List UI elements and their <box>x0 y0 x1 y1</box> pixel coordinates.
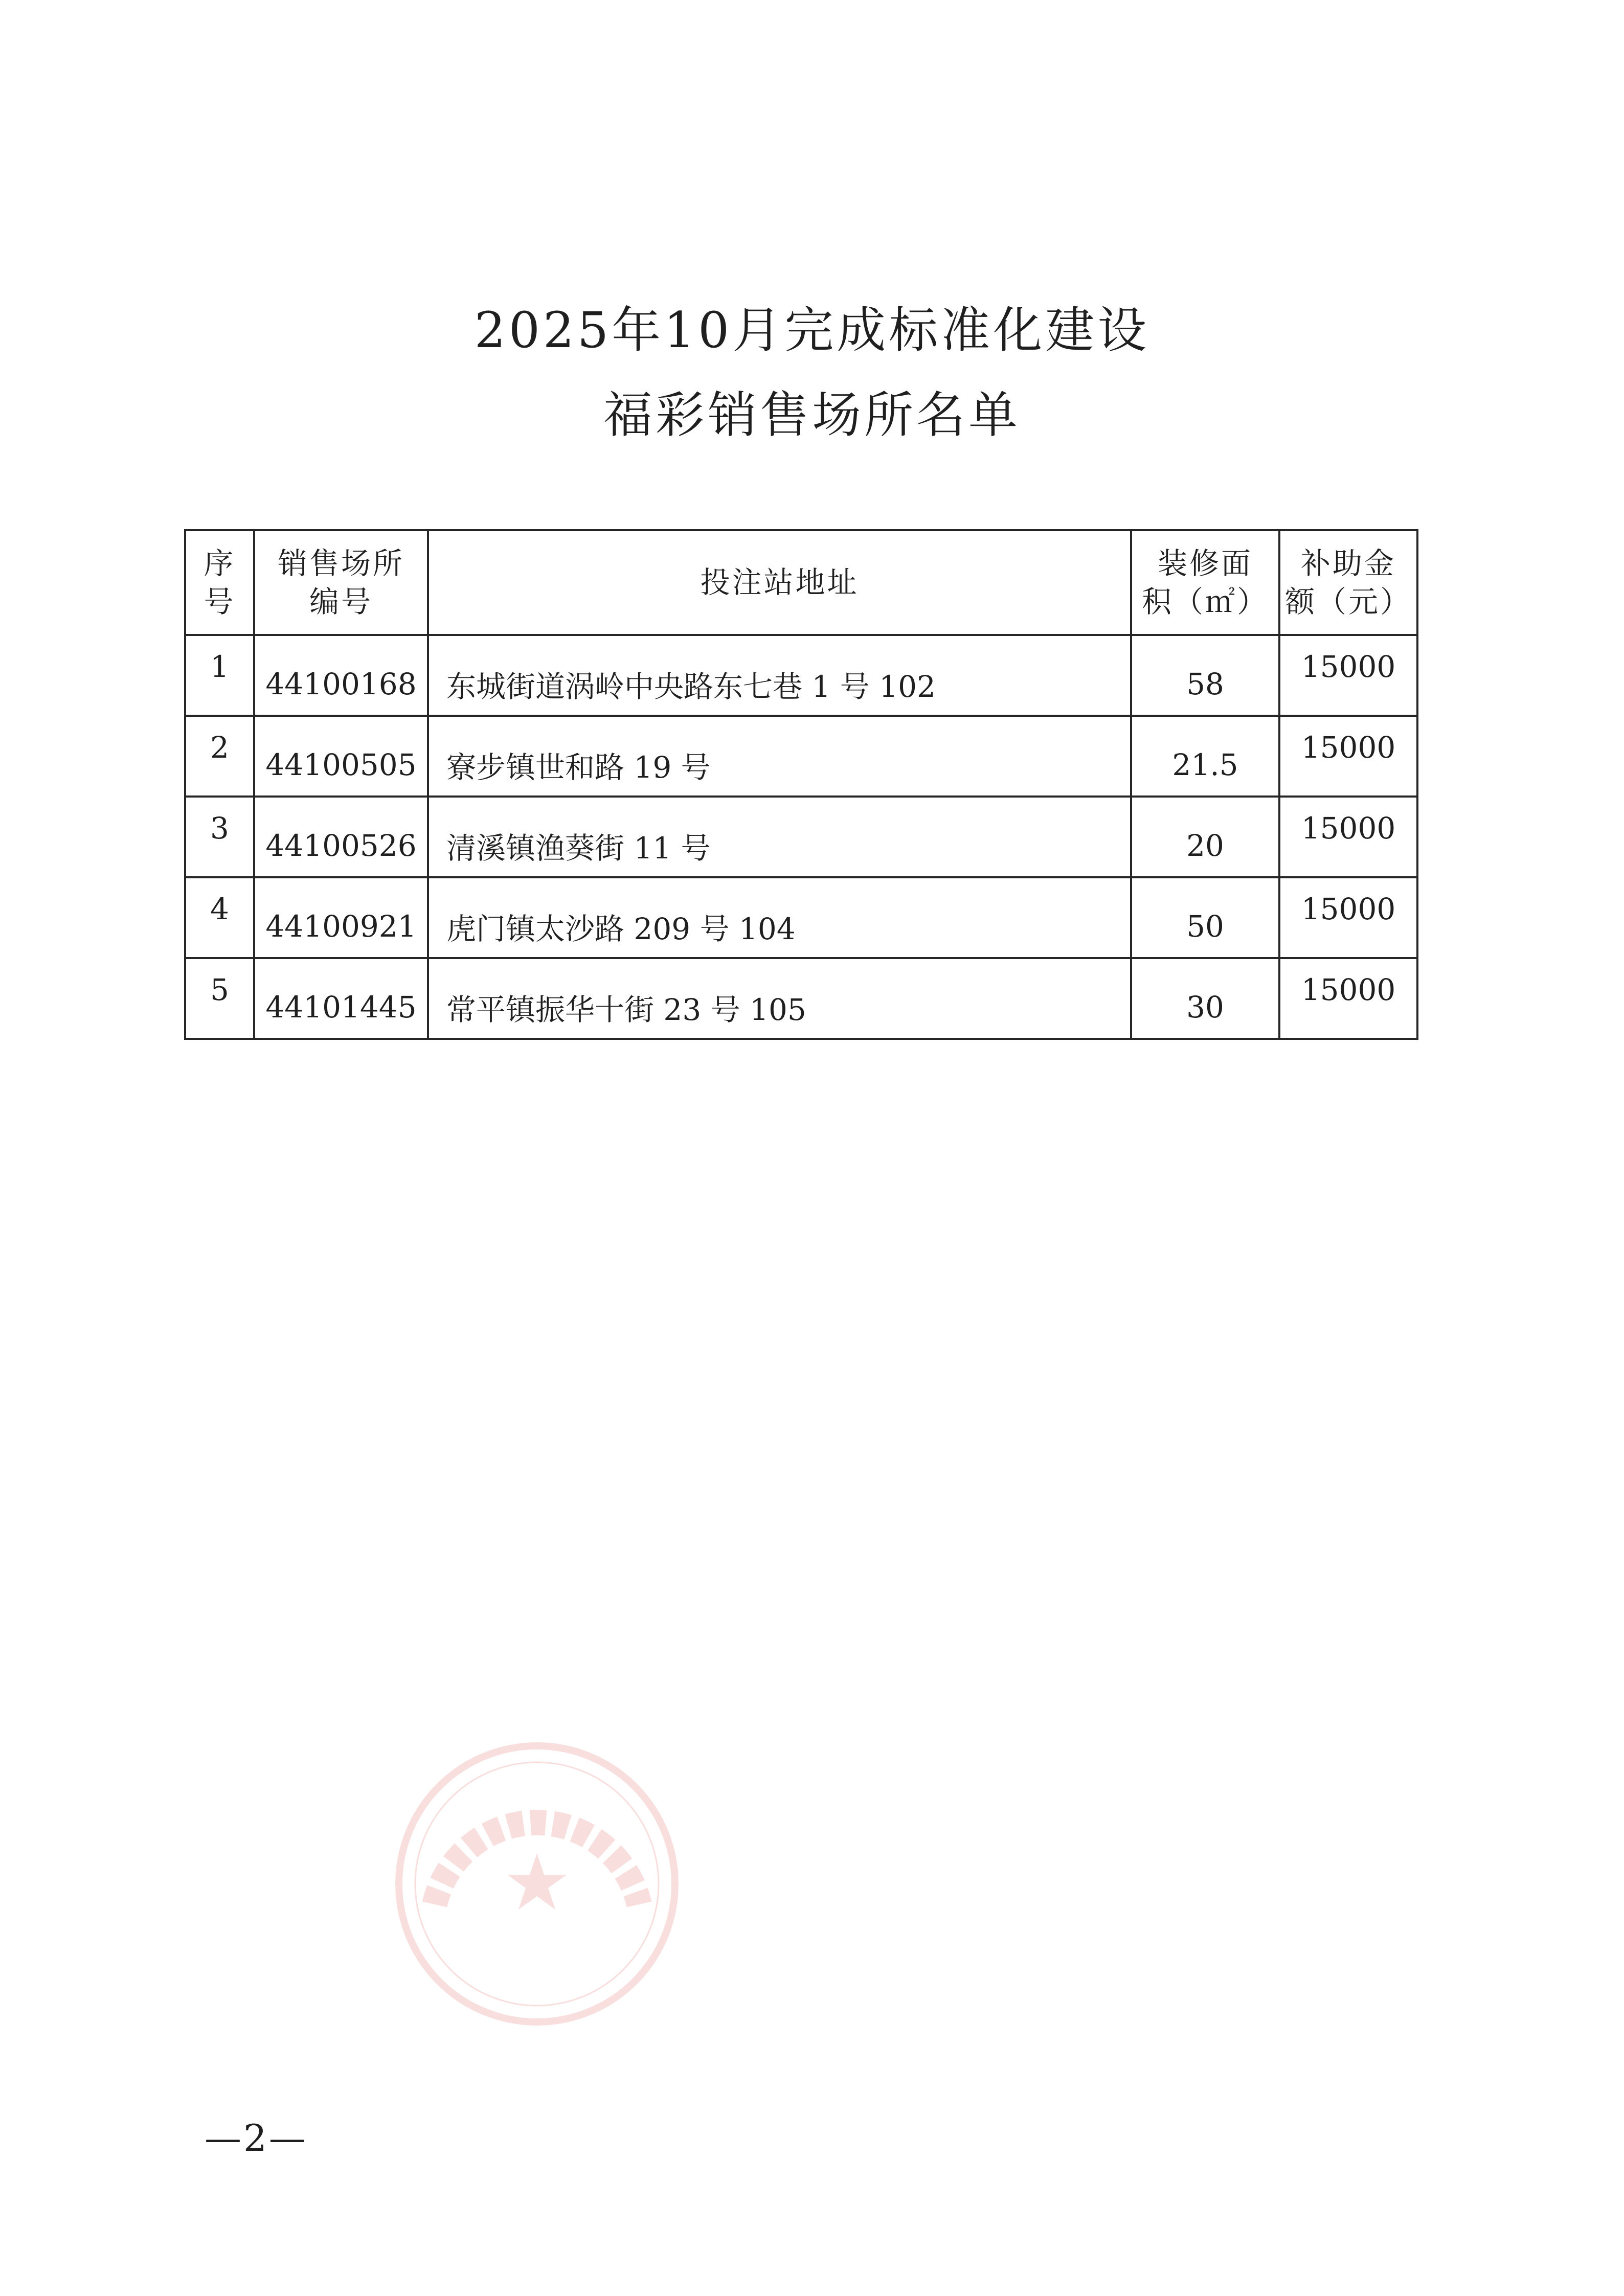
cell-code-text: 44100505 <box>265 747 417 782</box>
cell-code <box>254 797 428 877</box>
cell-address <box>428 877 1131 958</box>
cell-address-text: 常平镇振华十街 23 号 105 <box>446 992 806 1027</box>
cell-area <box>1131 716 1279 797</box>
header-subsidy-line-2: 额（元） <box>1284 584 1412 619</box>
cell-area <box>1131 877 1279 958</box>
official-seal-stamp <box>389 1736 685 2032</box>
table-row <box>185 958 1417 1039</box>
cell-subsidy <box>1279 797 1417 877</box>
cell-subsidy-text: 15000 <box>1301 730 1396 765</box>
header-index-line-2: 号 <box>204 584 236 619</box>
cell-index-text: 5 <box>210 972 229 1007</box>
header-area-line-1: 装修面 <box>1157 546 1253 581</box>
cell-index-text: 4 <box>210 892 229 926</box>
cell-area <box>1131 797 1279 877</box>
cell-subsidy-text: 15000 <box>1301 649 1396 684</box>
cell-index <box>185 877 254 958</box>
document-title-line-1: 2025年10月完成标准化建设 <box>474 302 1150 359</box>
header-code-line-2: 编号 <box>309 584 373 619</box>
header-code-line-1: 销售场所 <box>277 546 404 581</box>
cell-index <box>185 635 254 716</box>
cell-address <box>428 716 1131 797</box>
cell-code <box>254 958 428 1039</box>
cell-index-text: 3 <box>210 811 229 846</box>
cell-subsidy-text: 15000 <box>1301 811 1396 846</box>
document-title-line-2: 福彩销售场所名单 <box>603 387 1021 444</box>
seal-star <box>507 1853 567 1909</box>
cell-area-text: 50 <box>1186 909 1224 944</box>
header-area <box>1131 530 1279 635</box>
header-index <box>185 530 254 635</box>
cell-index <box>185 716 254 797</box>
cell-code-text: 44100526 <box>265 828 417 863</box>
table-row <box>185 797 1417 877</box>
cell-address-text: 虎门镇太沙路 209 号 104 <box>446 912 796 946</box>
cell-address <box>428 635 1131 716</box>
cell-code <box>254 716 428 797</box>
cell-index <box>185 797 254 877</box>
cell-index-text: 2 <box>210 730 229 765</box>
table-row <box>185 716 1417 797</box>
lottery-sites-table <box>184 529 1418 1040</box>
cell-address-text: 清溪镇渔葵街 11 号 <box>446 831 711 866</box>
cell-code-text: 44101445 <box>265 990 417 1025</box>
cell-area-text: 30 <box>1186 990 1224 1025</box>
cell-address <box>428 797 1131 877</box>
table-row <box>185 877 1417 958</box>
cell-code <box>254 635 428 716</box>
cell-code <box>254 877 428 958</box>
table-header-row <box>185 530 1417 635</box>
header-address: 投注站地址 <box>428 530 1131 635</box>
cell-subsidy <box>1279 958 1417 1039</box>
cell-area <box>1131 958 1279 1039</box>
cell-index <box>185 958 254 1039</box>
cell-index-text: 1 <box>210 649 229 684</box>
cell-address <box>428 958 1131 1039</box>
cell-subsidy-text: 15000 <box>1301 972 1396 1007</box>
header-subsidy-line-1: 补助金 <box>1300 546 1396 581</box>
cell-subsidy <box>1279 635 1417 716</box>
cell-address-text: 寮步镇世和路 19 号 <box>446 750 711 785</box>
cell-subsidy <box>1279 716 1417 797</box>
header-subsidy <box>1279 530 1417 635</box>
cell-code-text: 44100921 <box>265 909 417 944</box>
cell-area <box>1131 635 1279 716</box>
cell-code-text: 44100168 <box>265 667 417 701</box>
cell-subsidy <box>1279 877 1417 958</box>
page-number: —2— <box>205 2117 308 2159</box>
header-index-line-1: 序 <box>204 546 236 581</box>
header-code <box>254 530 428 635</box>
cell-subsidy-text: 15000 <box>1301 892 1396 926</box>
cell-area-text: 58 <box>1186 667 1224 701</box>
table-row <box>185 635 1417 716</box>
cell-area-text: 21.5 <box>1172 747 1238 782</box>
header-area-line-2: 积（㎡） <box>1141 584 1269 619</box>
cell-area-text: 20 <box>1186 828 1224 863</box>
cell-address-text: 东城街道涡岭中央路东七巷 1 号 102 <box>446 669 936 704</box>
